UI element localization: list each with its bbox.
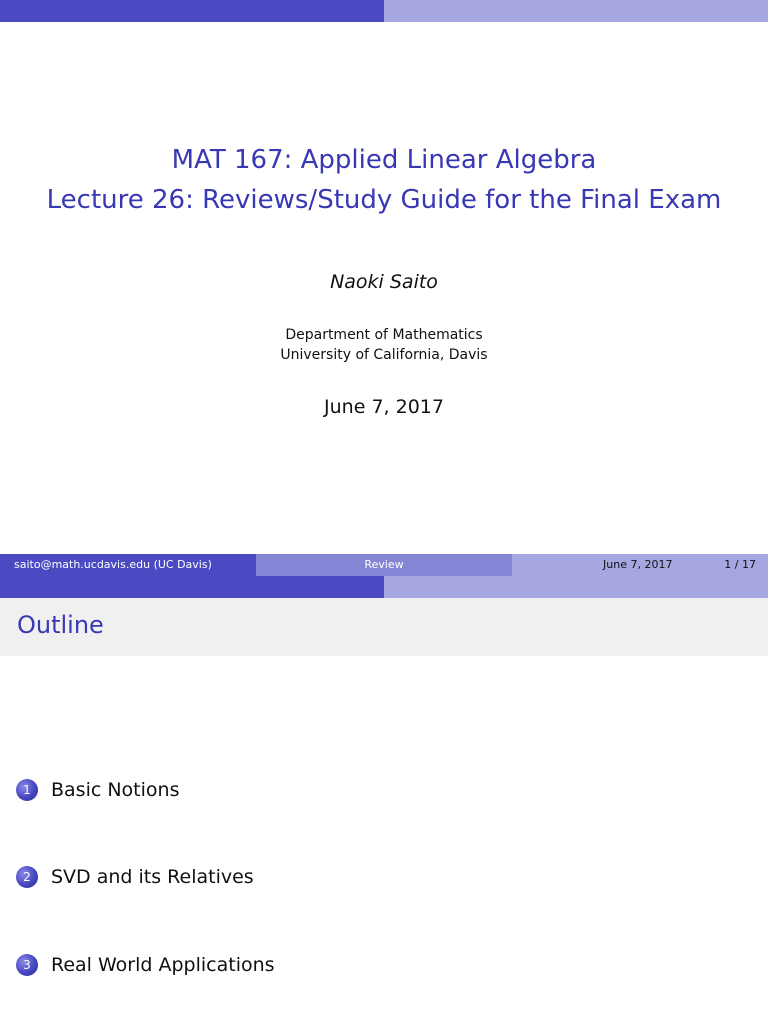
frame-title-bar [0,598,768,656]
title-line-1: MAT 167: Applied Linear Algebra [171,145,597,175]
footer-author-info: saito@math.ucdavis.edu (UC Davis) [0,554,256,576]
footer-page-number: 1 / 17 [724,558,756,571]
author-name: Naoki Saito [330,271,438,293]
footer-right-section [512,554,768,576]
headline-bar [0,576,768,598]
toc-item-label: SVD and its Relatives [51,866,254,888]
footline [0,554,768,576]
outline-slide [0,576,768,1024]
toc-number-bullet: 3 [16,954,38,976]
toc-number-bullet: 2 [16,866,38,888]
headline-bar-right [384,576,768,598]
footer-short-title: Review [256,554,512,576]
toc-item-applications[interactable] [16,952,275,978]
toc-item-label: Basic Notions [51,779,180,801]
presentation-date: June 7, 2017 [324,396,444,418]
frame-title: Outline [17,611,104,639]
institute-line-1: Department of Mathematics [285,327,483,343]
presentation-title [0,140,768,220]
footer-date: June 7, 2017 [603,558,673,571]
headline-bar [0,0,768,22]
toc-item-label: Real World Applications [51,954,275,976]
toc-item-basic-notions[interactable] [16,777,179,803]
toc-item-svd[interactable] [16,864,254,890]
headline-bar-right [384,0,768,22]
headline-bar-left [0,0,384,22]
institute [0,325,768,365]
title-line-2: Lecture 26: Reviews/Study Guide for the Final Exam [46,185,722,215]
headline-bar-left [0,576,384,598]
institute-line-2: University of California, Davis [280,347,488,363]
toc-number-bullet: 1 [16,779,38,801]
